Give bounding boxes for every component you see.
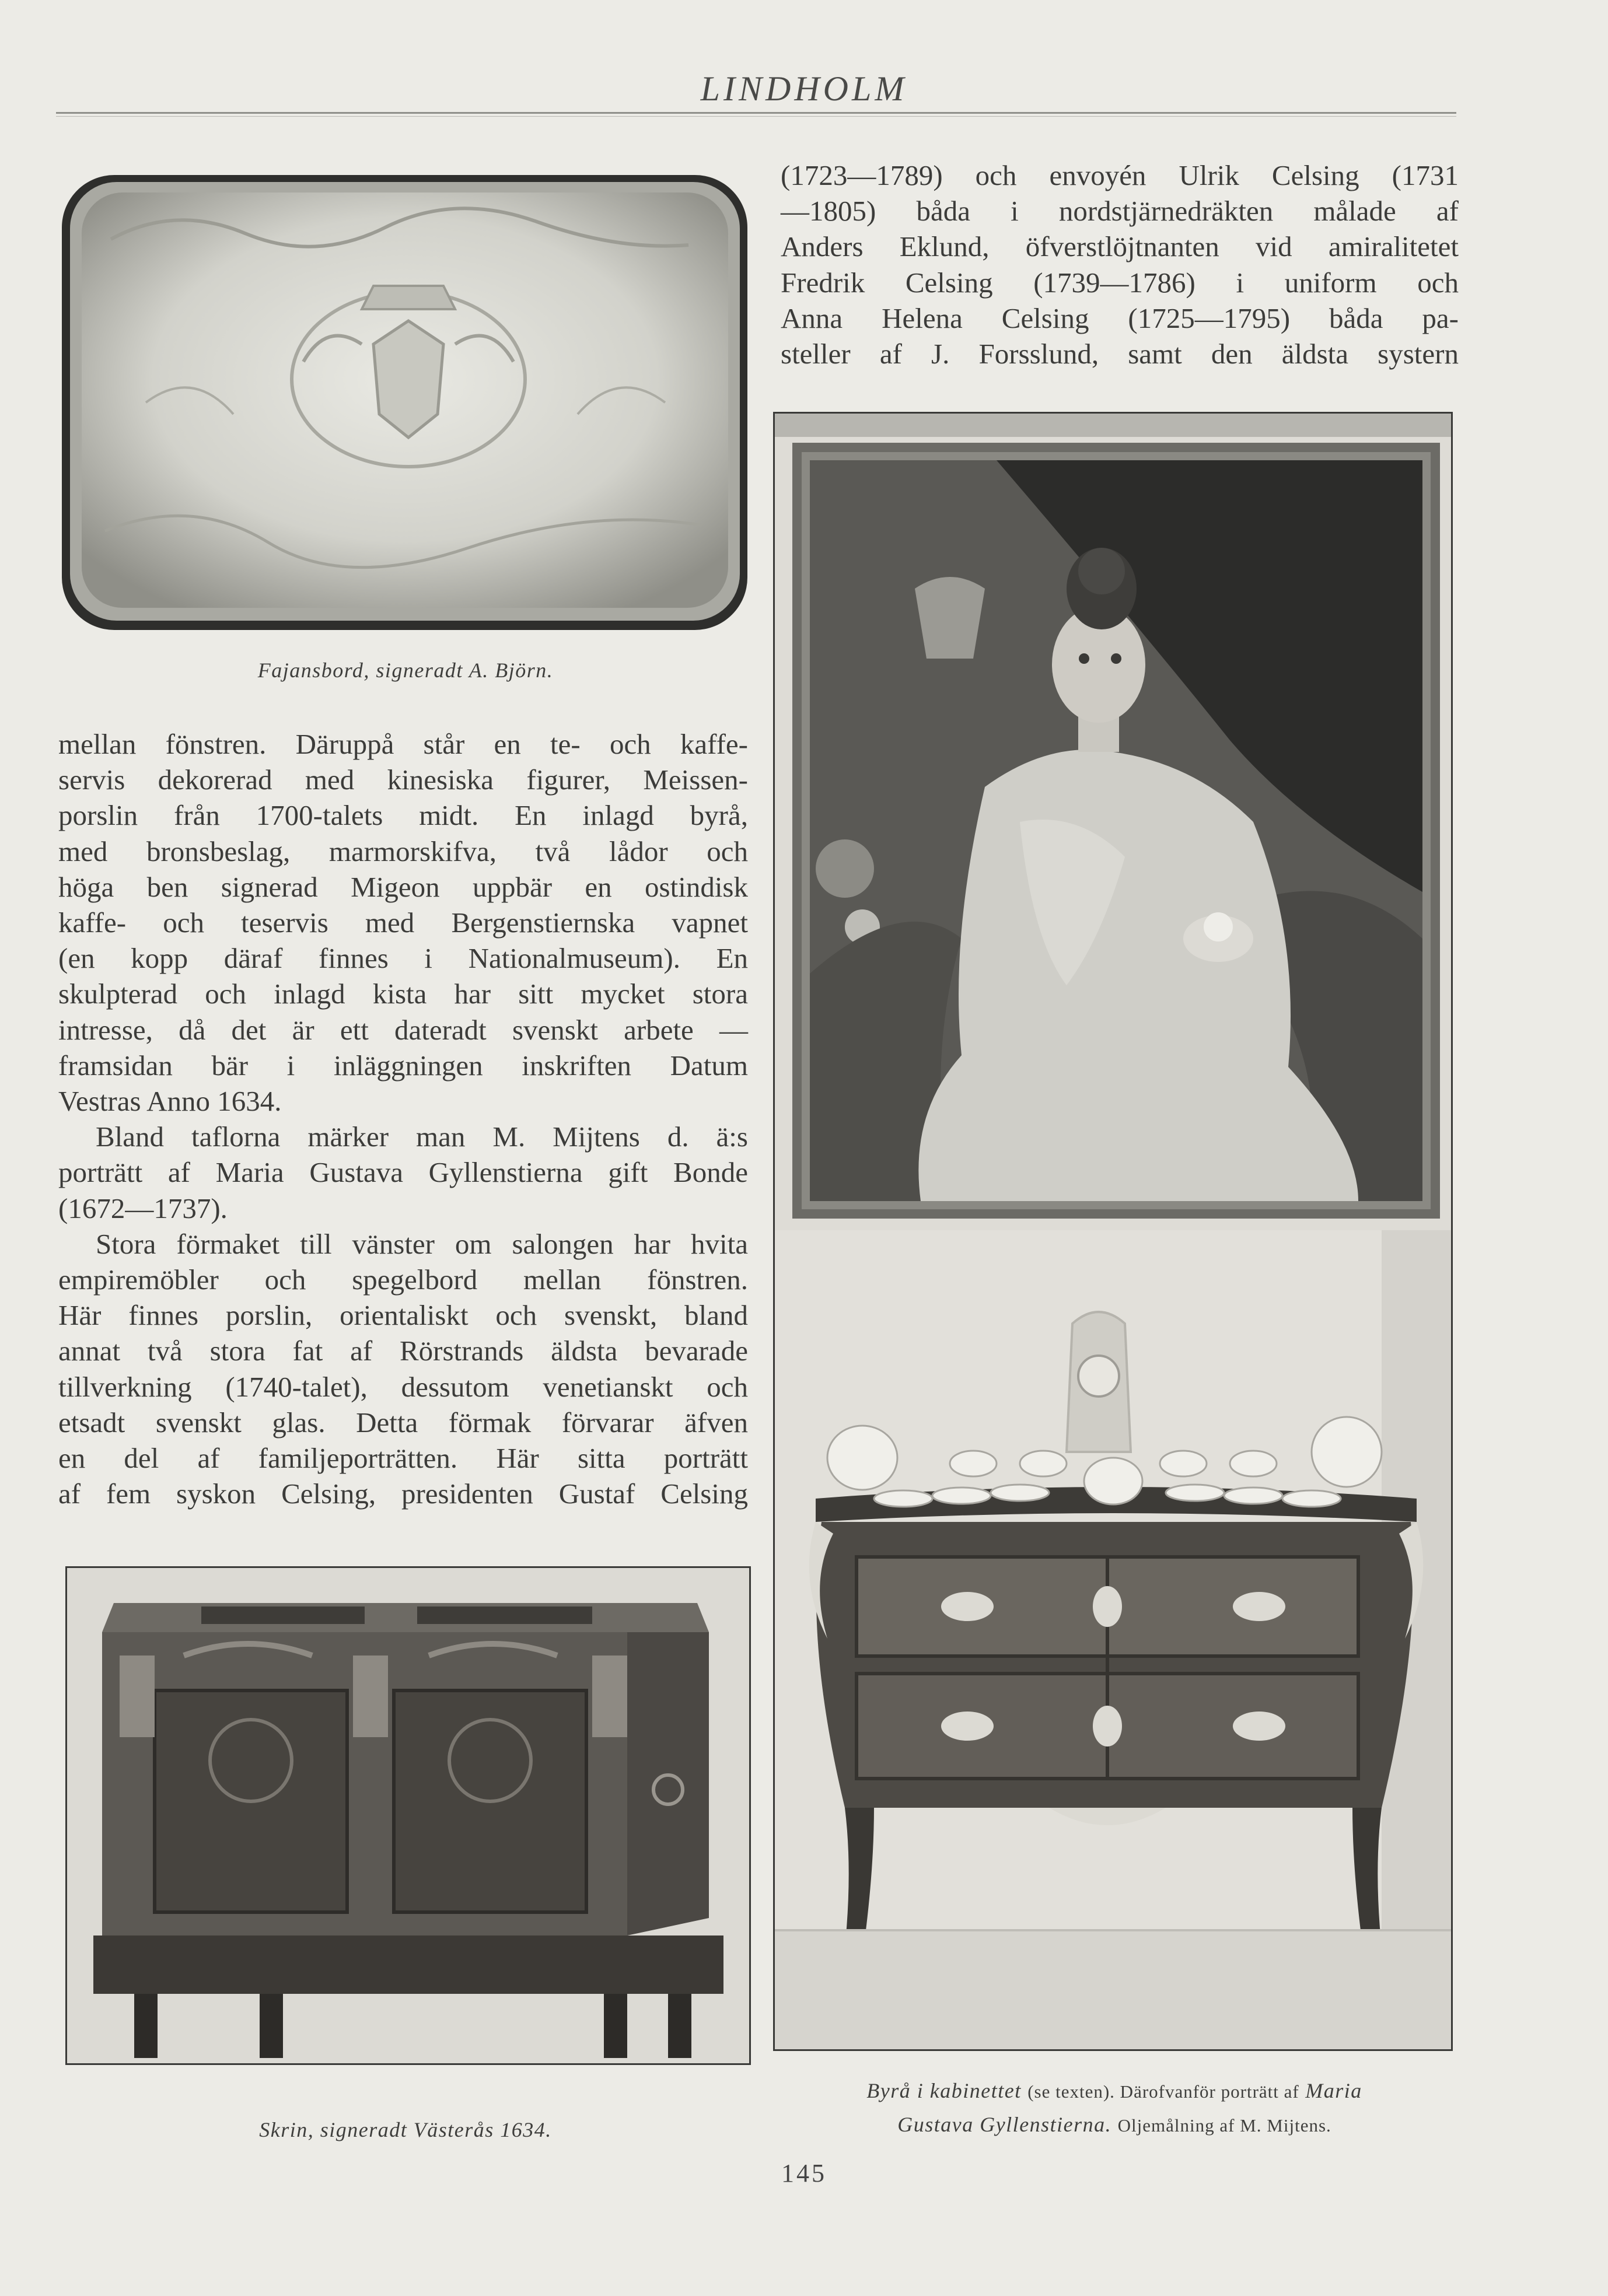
text-line: porträtt af Maria Gustava Gyllenstierna gift Bonde [58, 1156, 748, 1189]
text-line: porslin från 1700-talets midt. En inlagd byrå, [58, 799, 748, 832]
text-line: etsadt svenskt glas. Detta förmak förvarar äfven [58, 1406, 748, 1438]
text-line: Anders Eklund, öfverstlöjtnanten vid amiralitetet [781, 230, 1459, 263]
commode-caption [773, 2074, 1456, 2142]
text-line: kaffe- och teservis med Bergenstiernska vapnet [58, 907, 748, 939]
text-line: servis dekorerad med kinesiska figurer, Meissen- [58, 764, 748, 796]
text-line: (1723—1789) och envoyén Ulrik Celsing (1731 [781, 159, 1459, 191]
commode-caption-line-1 [773, 2074, 1456, 2108]
text-line: Vestras Anno 1634. [58, 1085, 282, 1118]
text-line: (1672—1737). [58, 1192, 228, 1224]
text-line: Fredrik Celsing (1739—1786) i uniform och [781, 266, 1459, 299]
text-line: mellan fönstren. Däruppå står en te- och kaffe- [58, 728, 748, 760]
tray-photo [58, 169, 753, 636]
header-rule [56, 112, 1456, 117]
text-line: intresse, då det är ett dateradt svenskt arbete — [58, 1013, 748, 1046]
tray-caption: Fajansbord, signeradt A. Björn. [257, 659, 554, 682]
right-column-text [781, 158, 1459, 372]
running-header: LINDHOLM [700, 69, 908, 108]
caption-italic: Gustava Gyllenstierna. [897, 2113, 1112, 2136]
text-line: framsidan bär i inläggningen inskriften Datum [58, 1049, 748, 1082]
text-line: Här finnes porslin, orientaliskt och svenskt, bland [58, 1299, 748, 1332]
left-column-text [58, 726, 748, 1511]
text-line: —1805) båda i nordstjärnedräkten målade af [781, 195, 1459, 228]
caption-upright: (se texten). Därofvanför porträtt af [1027, 2081, 1299, 2102]
text-line: Bland taflorna märker man M. Mijtens d. ä:s [96, 1121, 748, 1153]
text-line: höga ben signerad Migeon uppbär en ostindisk [58, 870, 748, 903]
portrait-and-commode-photo [773, 412, 1453, 2051]
caption-upright: Oljemålning af M. Mijtens. [1117, 2115, 1331, 2136]
text-line: skulpterad och inlagd kista har sitt mycket stora [58, 978, 748, 1010]
text-line: steller af J. Forsslund, samt den äldsta systern [781, 338, 1459, 370]
commode-caption-line-2 [773, 2108, 1456, 2142]
text-line: Stora förmaket till vänster om salongen har hvita [96, 1227, 748, 1260]
text-line: (en kopp däraf finnes i Nationalmuseum). En [58, 942, 748, 975]
text-line: med bronsbeslag, marmorskifva, två lådor och [58, 835, 748, 867]
chest-photo [65, 1566, 751, 2065]
text-line: af fem syskon Celsing, presidenten Gustaf Celsing [58, 1478, 748, 1510]
text-line: en del af familjeporträtten. Här sitta porträtt [58, 1442, 748, 1475]
text-line: Anna Helena Celsing (1725—1795) båda pa- [781, 302, 1459, 334]
page-number: 145 [781, 2159, 827, 2188]
chest-caption: Skrin, signeradt Västerås 1634. [259, 2118, 552, 2141]
caption-italic: Byrå i kabinettet [866, 2079, 1022, 2102]
text-line: empiremöbler och spegelbord mellan fönstren. [58, 1264, 748, 1296]
text-line: tillverkning (1740-talet), dessutom venetianskt och [58, 1370, 748, 1403]
caption-italic: Maria [1305, 2079, 1362, 2102]
text-line: annat två stora fat af Rörstrands äldsta bevarade [58, 1335, 748, 1367]
